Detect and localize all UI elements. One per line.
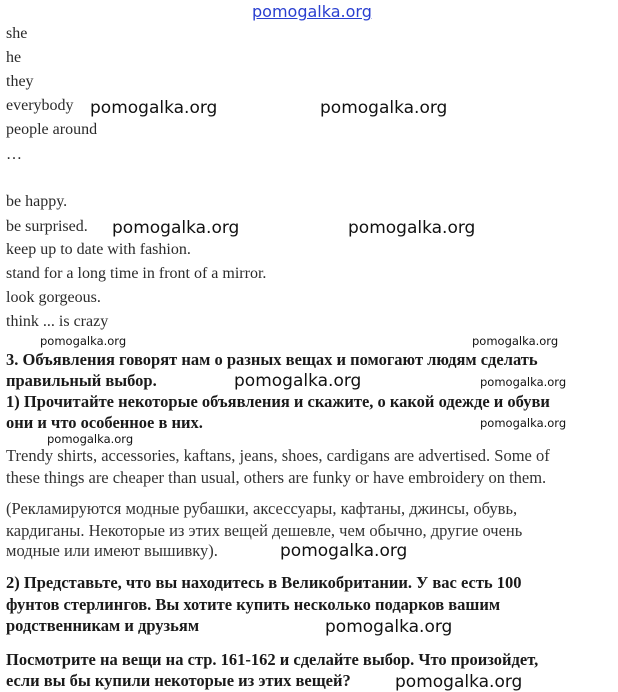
list-item: they xyxy=(6,73,34,90)
watermark: pomogalka.org xyxy=(472,334,559,348)
heading-line: правильный выбор. xyxy=(6,371,157,390)
question-line: фунтов стерлингов. Вы хотите купить несколько подарков вашим xyxy=(6,595,501,614)
list-item: think ... is crazy xyxy=(6,313,109,330)
answer-line: кардиганы. Некоторые из этих вещей дешевле, чем обычно, другие очень xyxy=(6,521,523,540)
question-line: родственникам и друзьям xyxy=(6,616,200,635)
watermark: pomogalka.org xyxy=(348,218,476,238)
watermark: pomogalka.org xyxy=(40,334,127,348)
watermark: pomogalka.org xyxy=(325,617,453,637)
watermark: pomogalka.org xyxy=(234,371,362,391)
answer-line: these things are cheaper than usual, others are funky or have embroidery on them. xyxy=(6,468,547,487)
list-item: … xyxy=(6,146,22,163)
list-item: people around xyxy=(6,121,98,138)
list-item: everybody xyxy=(6,97,74,114)
answer-line: (Рекламируются модные рубашки, аксессуары, кафтаны, джинсы, обувь, xyxy=(6,499,518,518)
list-item: keep up to date with fashion. xyxy=(6,241,191,258)
watermark: pomogalka.org xyxy=(320,98,448,118)
answer-line: Trendy shirts, accessories, kaftans, jeans, shoes, cardigans are advertised. Some of xyxy=(6,446,550,465)
watermark: pomogalka.org xyxy=(480,375,567,389)
list-item: look gorgeous. xyxy=(6,289,101,306)
question-line: 2) Представьте, что вы находитесь в Великобритании. У вас есть 100 xyxy=(6,573,522,592)
question-line: 1) Прочитайте некоторые объявления и скажите, о какой одежде и обуви xyxy=(6,392,550,411)
heading-line: 3. Объявления говорят нам о разных вещах и помогают людям сделать xyxy=(6,350,538,369)
watermark: pomogalka.org xyxy=(112,218,240,238)
list-item: he xyxy=(6,49,22,66)
watermark: pomogalka.org xyxy=(90,98,218,118)
watermark: pomogalka.org xyxy=(47,432,134,446)
watermark: pomogalka.org xyxy=(395,672,523,692)
list-item: she xyxy=(6,25,28,42)
watermark: pomogalka.org xyxy=(280,541,408,561)
list-item: be surprised. xyxy=(6,218,88,235)
list-item: be happy. xyxy=(6,193,68,210)
question-line: они и что особенное в них. xyxy=(6,413,203,432)
list-item: stand for a long time in front of a mirror. xyxy=(6,265,267,282)
question-line: если вы бы купили некоторые из этих вещей? xyxy=(6,671,351,690)
question-line: Посмотрите на вещи на стр. 161-162 и сделайте выбор. Что произойдет, xyxy=(6,650,539,669)
answer-line: модные или имеют вышивку). xyxy=(6,541,218,560)
watermark-top-link[interactable]: pomogalka.org xyxy=(252,2,372,21)
watermark: pomogalka.org xyxy=(480,416,567,430)
